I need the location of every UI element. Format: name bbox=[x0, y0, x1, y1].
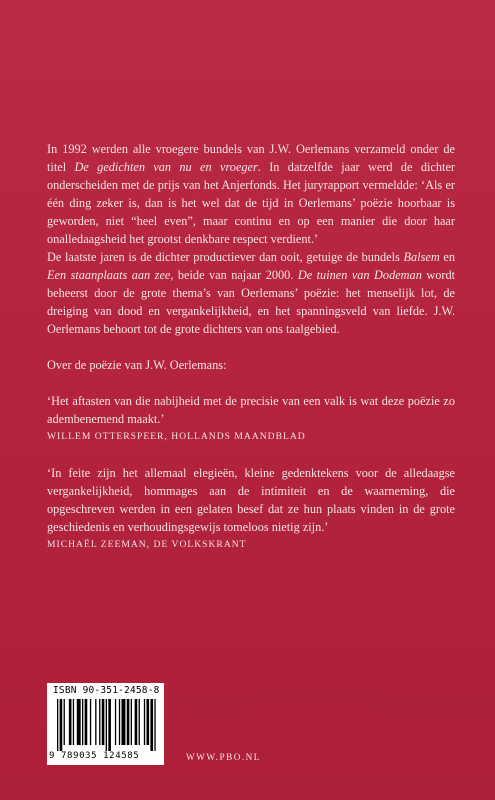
barcode-bar bbox=[131, 699, 132, 745]
barcode-bar bbox=[90, 699, 91, 745]
barcode-bars bbox=[57, 699, 157, 751]
review-quote: ‘Het aftasten van die nabijheid met de precisie van een valk is wat deze poëzie zo adembenemend maakt.’ bbox=[47, 394, 455, 426]
barcode-bar bbox=[77, 699, 81, 745]
barcode-bar bbox=[57, 699, 58, 751]
barcode-bar bbox=[119, 699, 120, 745]
barcode-bar bbox=[60, 699, 63, 751]
barcode-bar bbox=[99, 699, 100, 745]
barcode-bar bbox=[121, 699, 125, 745]
text-run: In 1992 werden alle vroegere bundels van J.W. Oerlemans verzameld onder de titel bbox=[47, 142, 455, 174]
quote-source: WILLEM OTTERSPEER, HOLLANDS MAANDBLAD bbox=[47, 431, 306, 442]
book-title: Balsem bbox=[403, 250, 440, 264]
barcode-bar bbox=[102, 699, 105, 745]
barcode-bar bbox=[108, 699, 111, 751]
barcode-bar bbox=[64, 699, 65, 745]
isbn-number: ISBN 90-351-2458-8 bbox=[53, 685, 160, 696]
barcode-bar bbox=[95, 699, 96, 745]
review-quote: ‘In feite zijn het allemaal elegieën, kleine gedenktekens voor de alledaagse vergankelijkheid, hommages aan de intimiteit en de waarneming, die opgeschreven werden in een gelaten besef dat ze hun plaats vinden in de grote geschiedenis en verhoudingsgewijs tomeloos nietig zijn.’ bbox=[47, 466, 455, 534]
paragraph-publication-history bbox=[47, 140, 455, 248]
publisher-website: WWW.PBO.NL bbox=[186, 752, 261, 762]
barcode-bar bbox=[82, 699, 83, 745]
book-title: De gedichten van nu en vroeger bbox=[74, 160, 258, 174]
barcode-bar bbox=[135, 699, 138, 745]
book-title: De tuinen van Dodeman bbox=[297, 268, 422, 282]
ean-digits: 9 789035 124585 bbox=[49, 751, 140, 761]
blurb-text bbox=[47, 140, 455, 554]
barcode-bar bbox=[115, 699, 116, 745]
text-run: De laatste jaren is de dichter productiever dan ooit, getuige de bundels bbox=[47, 250, 404, 264]
barcode-bar bbox=[127, 699, 130, 745]
barcode-bar bbox=[144, 699, 145, 745]
barcode-bar bbox=[146, 699, 149, 745]
quote-source: MICHAËL ZEEMAN, DE VOLKSKRANT bbox=[47, 539, 247, 550]
barcode-bar bbox=[139, 699, 140, 745]
quotes-intro: Over de poëzie van J.W. Oerlemans: bbox=[47, 358, 227, 372]
text-run: . In datzelfde jaar werd de dichter onderscheiden met de prijs van het Anjerfonds. Het juryrapport vermeldde: ‘Als er één ding zeker is, dan is het wel dat de tijd in Oerlemans’ poëzie hoorbaar is geworden, niet “heel even”, maar continu en op een manier die door haar onalledaagsheid het grootst denkbare respect verdient.’ bbox=[47, 160, 455, 246]
isbn-barcode bbox=[47, 683, 164, 765]
barcode-bar bbox=[106, 699, 107, 751]
text-run: en bbox=[439, 250, 455, 264]
book-title: Een staanplaats aan zee bbox=[47, 268, 171, 282]
text-run: wordt beheerst door de grote thema’s van Oerlemans’ poëzie: het menselijk lot, de dreiging van dood en vergankelijkheid, en het spanningsveld van liefde. J.W. Oerlemans behoort tot de grote dichters van ons taalgebied. bbox=[47, 268, 456, 336]
barcode-bar bbox=[150, 699, 153, 751]
paragraph-recent-work bbox=[47, 248, 455, 338]
text-run: , beide van najaar 2000. bbox=[170, 268, 298, 282]
barcode-bar bbox=[154, 699, 155, 751]
barcode-bar bbox=[73, 699, 74, 745]
barcode-bar bbox=[69, 699, 72, 745]
barcode-bar bbox=[85, 699, 88, 745]
